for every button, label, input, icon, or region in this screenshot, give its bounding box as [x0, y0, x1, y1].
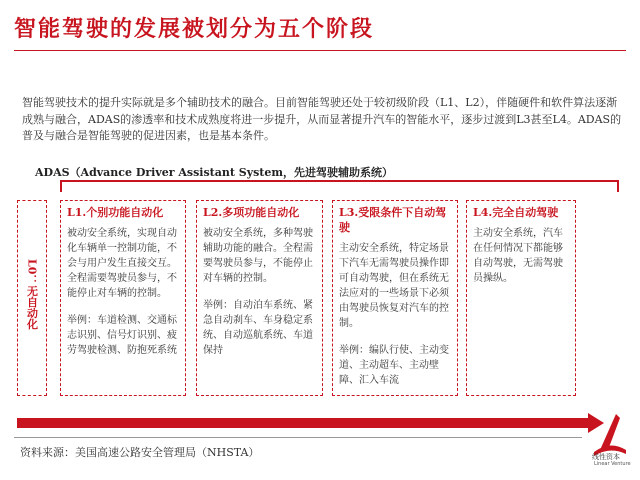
level-3-examples: 举例：编队行使、主动变道、主动超车、主动壁障、汇入车流 — [339, 345, 449, 386]
level-2-description: 被动安全系统，多种驾驶辅助功能的融合。全程需要驾驶员参与，不能停止对车辆的控制。 — [203, 228, 313, 284]
level-0-label: L0：无自动化 — [25, 259, 39, 330]
level-2-examples: 举例：自动泊车系统、紧急自动刹车、车身稳定系统、自动巡航系统、车道保持 — [203, 300, 313, 356]
logo-subtitle: Linear Venture — [594, 461, 631, 467]
source-note: 资料来源：美国高速公路安全管理局（NHSTA） — [20, 446, 260, 459]
level-2-heading: L2.多项功能自动化 — [203, 206, 300, 219]
title-divider — [14, 50, 626, 51]
level-1-box — [60, 200, 186, 396]
page-title: 智能驾驶的发展被划分为五个阶段 — [14, 17, 375, 42]
level-4-description: 主动安全系统，汽车在任何情况下都能够自动驾驶，无需驾驶员操纵。 — [473, 228, 563, 284]
level-3-heading: L3.受限条件下自动驾驶 — [339, 206, 447, 234]
level-4-heading: L4.完全自动驾驶 — [473, 206, 559, 219]
level-3-description: 主动安全系统，特定场景下汽车无需驾驶员操作即可自动驾驶，但在系统无法应对的一些场景下必须由驾驶员恢复对汽车的控制。 — [339, 243, 449, 329]
level-4-box — [466, 200, 576, 396]
footer-divider — [14, 437, 582, 438]
level-0-box — [17, 200, 47, 396]
adas-bracket — [60, 180, 619, 192]
level-2-box — [196, 200, 323, 396]
progress-arrow — [17, 418, 592, 428]
logo-name: 线性资本 — [592, 453, 620, 461]
level-1-heading: L1.个别功能自动化 — [67, 206, 164, 219]
logo-mark — [600, 414, 620, 450]
level-1-examples: 举例：车道检测、交通标志识别、信号灯识别、疲劳驾驶检测、防抱死系统 — [67, 315, 177, 356]
level-3-box — [332, 200, 458, 396]
intro-paragraph: 智能驾驶技术的提升实际就是多个辅助技术的融合。目前智能驾驶还处于较初级阶段（L1、L2），伴随硬件和软件算法逐渐成熟与融合，ADAS的渗透率和技术成熟度将进一步提升，从而显著提升汽车的智能水平，逐步过渡到L3甚至L4。ADAS的普及与融合是智能驾驶的促进因素，也是基本条件。 — [22, 96, 622, 142]
level-1-description: 被动安全系统，实现自动化车辆单一控制功能，不会与用户发生直接交互。全程需要驾驶员参与，不能停止对车辆的控制。 — [67, 228, 177, 299]
adas-label: ADAS（Advance Driver Assistant System，先进驾驶辅助系统） — [35, 166, 394, 179]
